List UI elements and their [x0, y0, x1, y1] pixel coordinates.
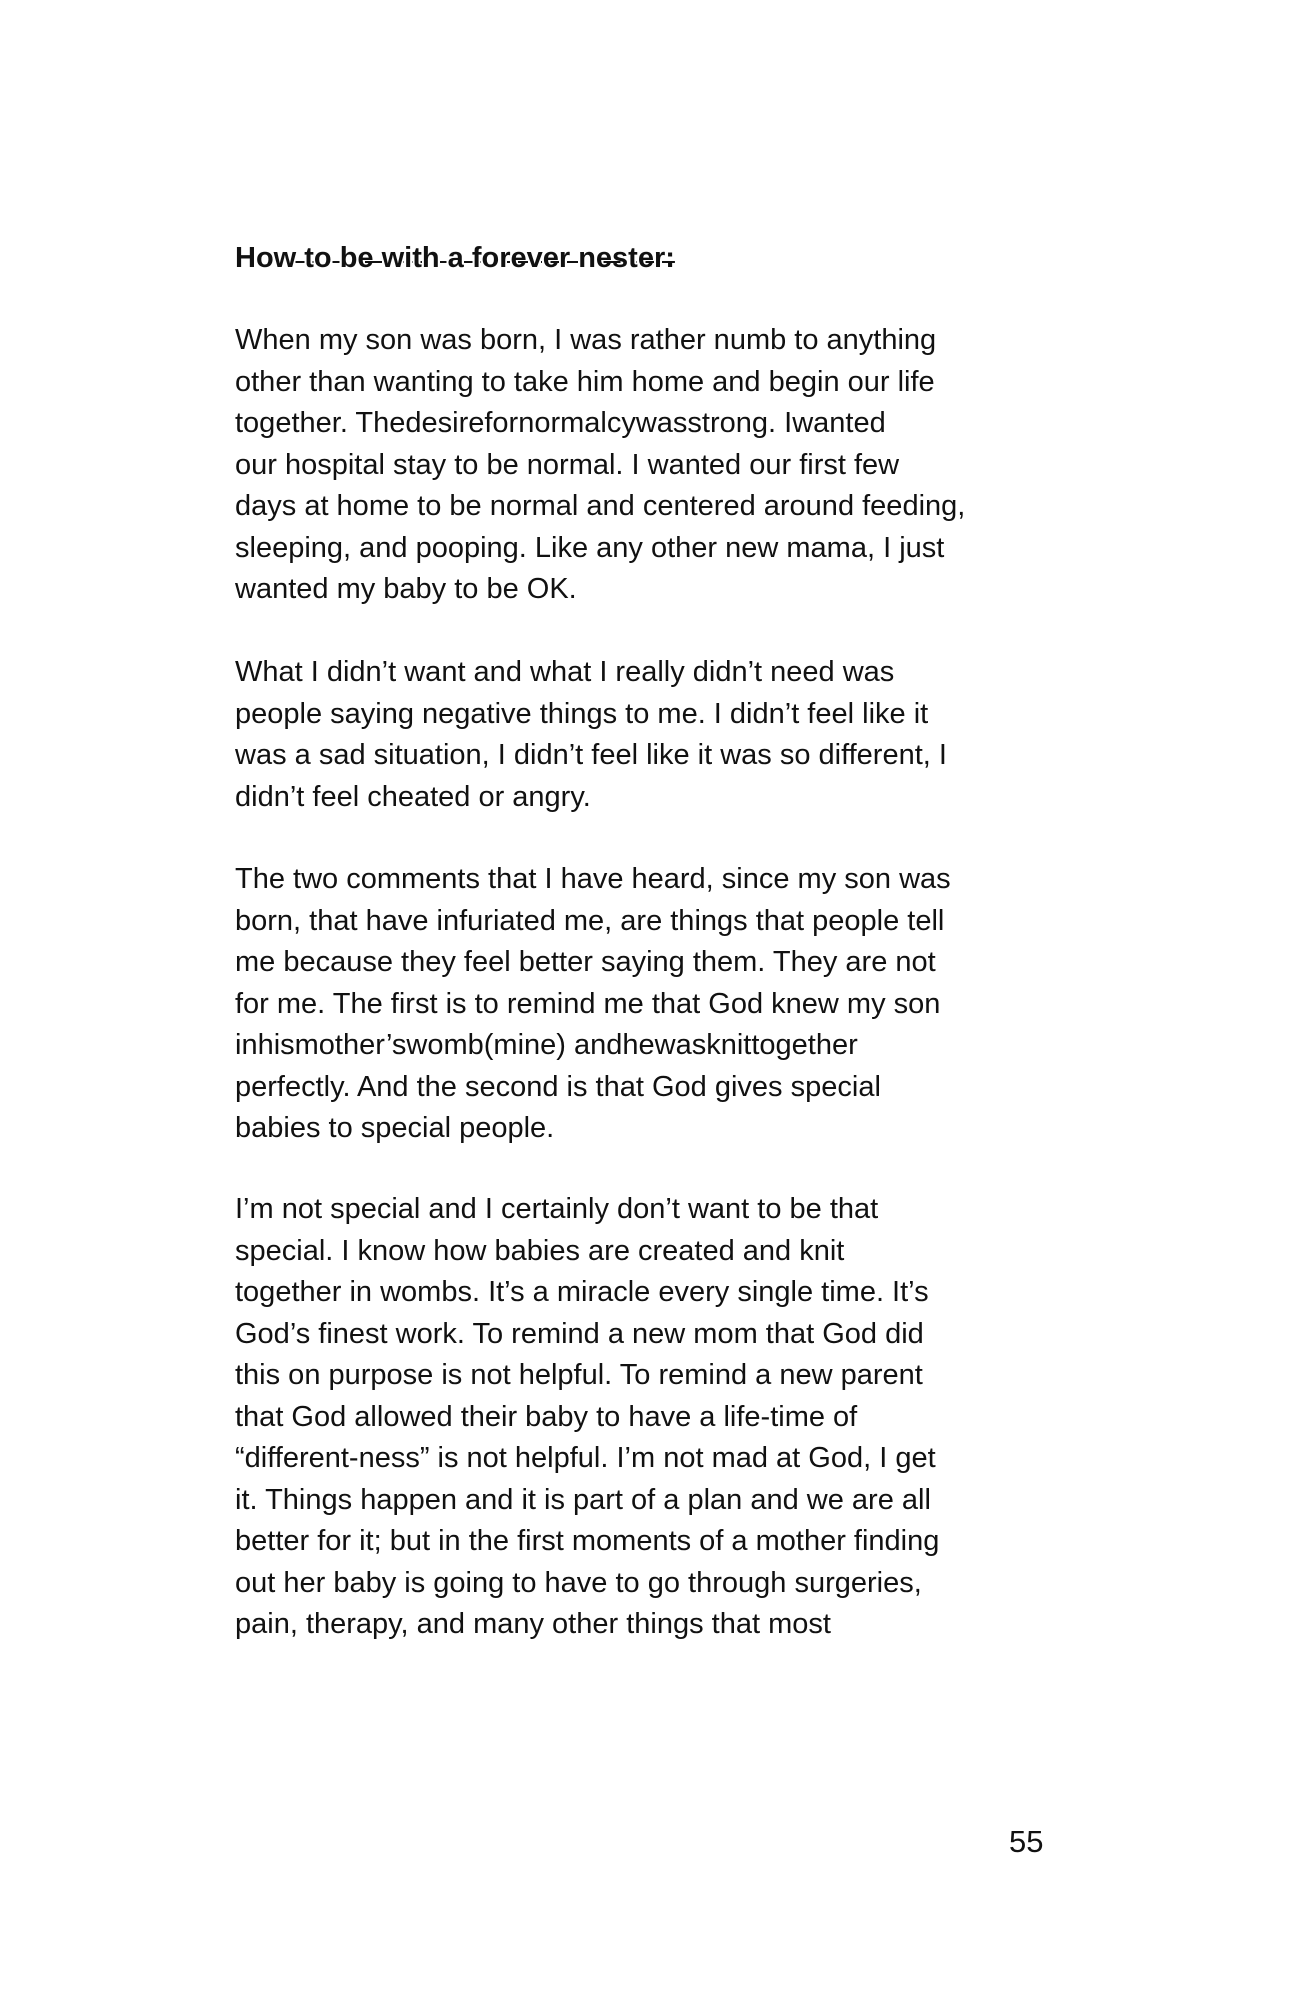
page-number: 55 — [1009, 1824, 1044, 1859]
text-line: better for it; but in the first moments of a mother finding — [235, 1525, 940, 1557]
text-line: The two comments that I have heard, since my son was — [235, 863, 951, 895]
section-heading: How to be with a forever nester: — [235, 242, 675, 274]
paragraph-3 — [235, 859, 951, 1150]
text-line: days at home to be normal and centered around feeding, — [235, 490, 966, 522]
text-line: this on purpose is not helpful. To remind a new parent — [235, 1359, 923, 1391]
paragraph-2 — [235, 652, 947, 818]
text-line: me because they feel better saying them. They are not — [235, 946, 936, 978]
text-line: inhismother’swomb(mine) andhewasknittogether — [235, 1029, 858, 1061]
text-line: When my son was born, I was rather numb to anything — [235, 324, 937, 356]
text-line: born, that have infuriated me, are things that people tell — [235, 904, 945, 937]
text-line: was a sad situation, I didn’t feel like it was so different, I — [235, 739, 947, 771]
text-line: didn’t feel cheated or angry. — [235, 780, 591, 813]
text-line: other than wanting to take him home and begin our life — [235, 365, 935, 398]
text-line: sleeping, and pooping. Like any other new mama, I just — [235, 531, 945, 564]
paragraph-4 — [235, 1189, 939, 1646]
text-line: perfectly. And the second is that God gives special — [235, 1070, 881, 1103]
text-line: that God allowed their baby to have a life-time of — [235, 1400, 858, 1433]
text-line: it. Things happen and it is part of a plan and we are all — [235, 1483, 931, 1516]
text-line: pain, therapy, and many other things that most — [235, 1608, 831, 1640]
text-line: special. I know how babies are created and knit — [235, 1234, 845, 1267]
text-line: babies to special people. — [235, 1112, 555, 1144]
text-line: I’m not special and I certainly don’t want to be that — [235, 1193, 879, 1225]
text-line: together in wombs. It’s a miracle every single time. It’s — [235, 1276, 929, 1308]
text-line: out her baby is going to have to go through surgeries, — [235, 1566, 922, 1599]
text-line: together. Thedesirefornormalcywasstrong. Iwanted — [235, 407, 886, 439]
text-line: our hospital stay to be normal. I wanted our first few — [235, 448, 900, 481]
text-line: people saying negative things to me. I didn’t feel like it — [235, 697, 929, 730]
text-line: “different-ness” is not helpful. I’m not mad at God, I get — [235, 1442, 936, 1474]
paragraph-1 — [235, 320, 965, 611]
text-line: What I didn’t want and what I really didn’t need was — [235, 656, 895, 688]
text-line: for me. The first is to remind me that God knew my son — [235, 987, 941, 1020]
text-line: wanted my baby to be OK. — [235, 573, 577, 605]
text-line: God’s finest work. To remind a new mom that God did — [235, 1317, 924, 1350]
